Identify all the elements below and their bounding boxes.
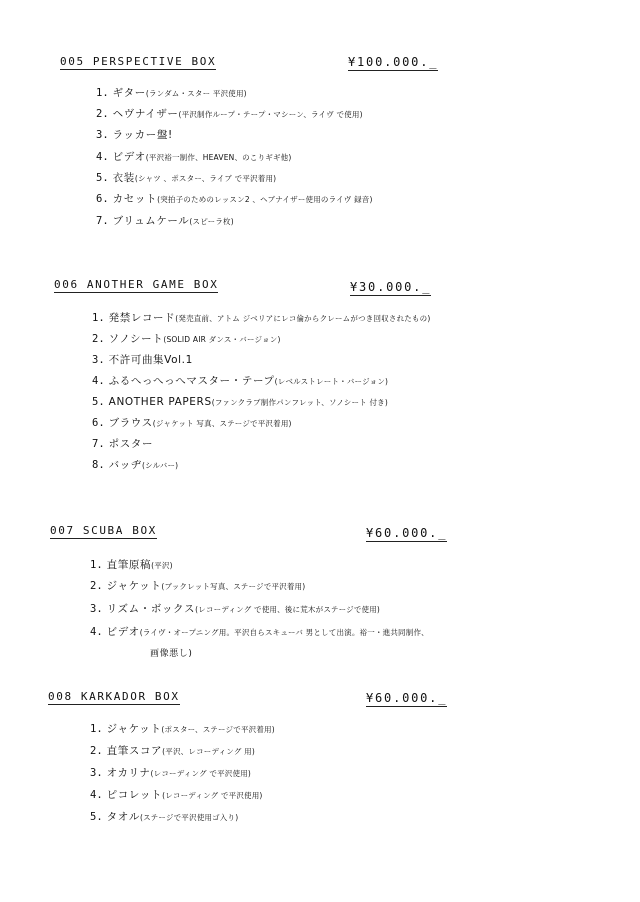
item-name: ブラウス — [108, 417, 153, 429]
list-item — [92, 437, 153, 452]
list-item — [90, 602, 380, 617]
item-number: 6. — [92, 417, 105, 429]
item-name: ビデオ — [112, 151, 146, 163]
item-name: 衣装 — [112, 172, 135, 184]
section-heading: 006 ANOTHER GAME BOX — [54, 278, 219, 291]
item-name: ジャケット — [106, 723, 162, 735]
item-number: 2. — [90, 745, 103, 757]
item-number: 2. — [90, 580, 103, 592]
list-item — [90, 558, 173, 573]
list-item — [90, 722, 275, 737]
list-item — [92, 374, 388, 389]
item-note: (平沢、レコーディング 用) — [162, 747, 255, 756]
item-note: (ポスター、ステージで平沢着用) — [161, 725, 275, 734]
item-name: ANOTHER PAPERS — [108, 396, 212, 408]
item-note: (レコーディング で平沢使用) — [162, 791, 263, 800]
item-name: ビデオ — [106, 626, 140, 638]
item-number: 7. — [96, 215, 109, 227]
item-number: 4. — [90, 789, 103, 801]
item-note-continuation: 画像悪し) — [150, 649, 193, 659]
item-note: (シルバー) — [141, 461, 179, 470]
list-item — [96, 107, 363, 122]
list-item — [92, 458, 178, 473]
item-note: (平沢制作ループ・テープ・マシーン、ライヴ で使用) — [178, 110, 363, 119]
item-note: (シャツ 、ポスター、ライブ で平沢着用) — [134, 174, 277, 183]
item-number: 8. — [92, 459, 105, 471]
item-name: オカリナ — [106, 767, 151, 779]
item-number: 3. — [90, 603, 103, 615]
item-number: 2. — [92, 333, 105, 345]
item-name: リズム・ボックス — [106, 603, 196, 615]
item-number: 4. — [90, 626, 103, 638]
item-number: 1. — [90, 559, 103, 571]
list-item — [90, 744, 255, 759]
item-note: (ブックレット写真、ステージで平沢着用) — [161, 582, 306, 591]
list-item — [90, 625, 429, 640]
item-number: 5. — [96, 172, 109, 184]
list-item — [96, 86, 247, 101]
list-item — [90, 810, 238, 825]
item-name: ブリュムケール — [112, 215, 190, 227]
list-item — [92, 395, 388, 410]
item-name: ヘヴナイザー — [112, 108, 179, 120]
list-item — [92, 332, 281, 347]
item-number: 1. — [92, 312, 105, 324]
item-number: 3. — [90, 767, 103, 779]
item-number: 1. — [96, 87, 109, 99]
item-name: カセット — [112, 193, 158, 205]
section-heading: 008 KARKADOR BOX — [48, 690, 180, 703]
item-note: (スピーラ枚) — [189, 217, 234, 226]
item-name: ポスター — [108, 438, 154, 450]
list-item — [96, 192, 373, 207]
item-name: ギター — [112, 87, 146, 99]
list-item — [92, 416, 292, 431]
item-name: 直筆スコア — [106, 745, 163, 757]
section-price: ¥60.000._ — [366, 691, 448, 705]
list-item — [92, 353, 193, 368]
item-note: (平沢) — [151, 561, 173, 570]
item-number: 2. — [96, 108, 109, 120]
item-number: 4. — [96, 151, 109, 163]
item-note: (ファンクラブ制作パンフレット、ソノシート 付き) — [211, 398, 389, 407]
item-note: (突拍子のためのレッスン2 、ヘブナイザー使用のライヴ 録音) — [157, 195, 373, 204]
list-item — [92, 311, 431, 326]
section-price: ¥30.000._ — [350, 280, 432, 294]
item-note: (ジャケット 写真、ステージで平沢着用) — [152, 419, 292, 428]
item-name: タオル — [106, 811, 140, 823]
list-item — [90, 788, 263, 803]
item-note: (平沢裕一制作、HEAVEN、のこりギギ他) — [145, 153, 292, 162]
list-item — [90, 579, 305, 594]
item-name: ラッカー盤! — [112, 129, 173, 141]
item-number: 1. — [90, 723, 103, 735]
item-name: ジャケット — [106, 580, 162, 592]
item-name: ピコレット — [106, 789, 163, 801]
list-item — [96, 150, 292, 165]
item-name: 不許可曲集Vol.1 — [108, 354, 193, 366]
item-note: (レコーディング で平沢使用) — [150, 769, 252, 778]
item-number: 6. — [96, 193, 109, 205]
item-note: (ステージで平沢使用ゴ入り) — [139, 813, 239, 822]
item-note: (レコーディング で使用、後に荒木がステージで使用) — [195, 605, 381, 614]
list-item — [96, 171, 276, 186]
section-heading: 007 SCUBA BOX — [50, 524, 157, 537]
item-note: (レベルストレート・バージョン) — [274, 377, 389, 386]
item-name: バッヂ — [108, 459, 142, 471]
item-name: 直筆原稿 — [106, 559, 152, 571]
list-item — [96, 214, 234, 229]
item-name: ソノシート — [108, 333, 164, 345]
item-number: 3. — [96, 129, 109, 141]
list-item — [90, 766, 251, 781]
item-number: 4. — [92, 375, 105, 387]
section-price: ¥100.000._ — [348, 55, 439, 69]
item-name: ふるへっへっへマスター・テープ — [108, 375, 275, 387]
item-number: 5. — [92, 396, 105, 408]
item-note: (SOLID AIR ダンス・バージョン) — [163, 335, 281, 344]
item-name: 発禁レコード — [108, 312, 176, 324]
item-note: (発売直前、アトム ジベリアにレコ倫からクレームがつき回収されたもの) — [175, 314, 431, 323]
section-heading: 005 PERSPECTIVE BOX — [60, 55, 217, 68]
section-price: ¥60.000._ — [366, 526, 448, 540]
item-number: 5. — [90, 811, 103, 823]
item-number: 7. — [92, 438, 105, 450]
item-number: 3. — [92, 354, 105, 366]
item-note: (ランダム・スター 平沢使用) — [145, 89, 247, 98]
list-item — [96, 128, 173, 143]
item-note: (ライヴ・オープニング用。平沢自らスキューバ 男として出演。裕一・進共同制作、 — [139, 628, 429, 637]
